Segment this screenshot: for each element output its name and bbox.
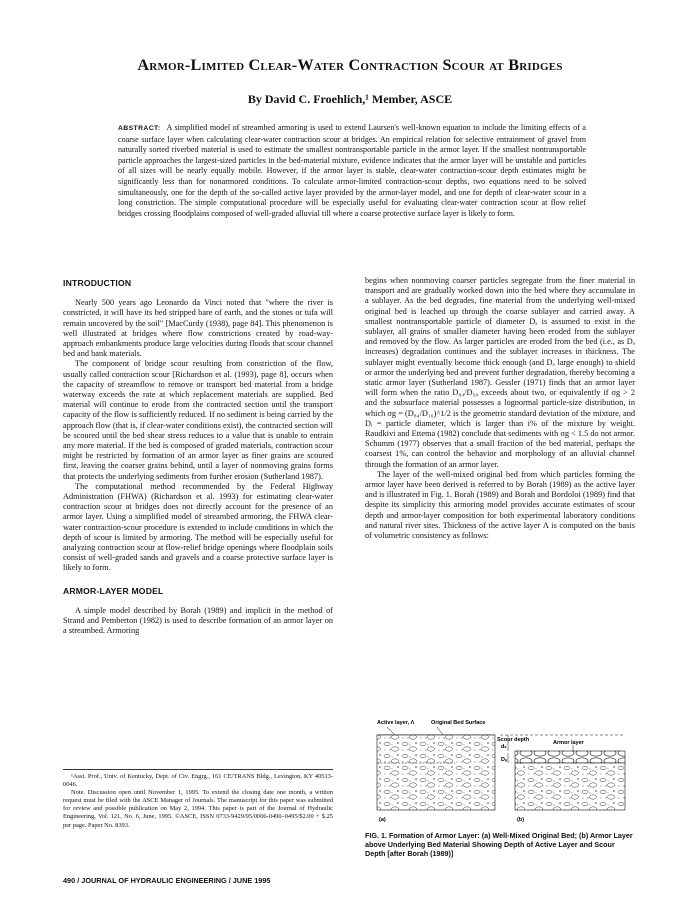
figure-panel-b [500, 735, 625, 810]
figure-label-a: (a) [379, 817, 386, 823]
figure-label-b: (b) [517, 817, 525, 823]
figure-label-ds: dₛ [501, 744, 507, 750]
paper-title: Armor-Limited Clear-Water Contraction Scour at Bridges [137, 56, 563, 74]
paragraph: The layer of the well-mixed original bed from which particles forming the armor layer have been derived is referred to by Borah (1989) as the active layer and is illustrated in Fig. 1. Borah (1989) and Borah and Bordoloi (1989) find that despite its simplicity this armoring model provides accurate estimates of scour depth and armor-layer composition for both experimental laboratory conditions and natural river sites. Thickness of the active layer Λ is computed on the basis of volumetric consistency as follows: [365, 469, 635, 541]
figure-label-da: Dₐ [501, 757, 508, 763]
paragraph: Nearly 500 years ago Leonardo da Vinci noted that "where the river is constricted, it will have its bed stripped bare of earth, and the stones or tufa will remain uncovered by the soil" [MacCurdy (1938), page 84]. This phenomenon is well illustrated at bridges where flow constrictions created by road-way-approach embankments produce large velocities during floods that scour channel bed and bank materials. [63, 298, 333, 359]
figure-caption: FIG. 1. Formation of Armor Layer: (a) Well-Mixed Original Bed; (b) Armor Layer above Underlying Bed Material Showing Depth of Active Layer and Scour Depth [after Borah (1989)] [365, 831, 633, 858]
author-line: By David C. Froehlich,¹ Member, ASCE [247, 92, 453, 106]
paragraph: A simple model described by Borah (1989) and implicit in the method of Strand and Pemberton (1982) is used to describe formation of an armor layer on a streambed. Armoring [63, 605, 333, 636]
paragraph: The computational method recommended by the Federal Highway Administration (FHWA) (Richardson et al. 1993) for estimating clear-water contraction scour at bridges does not directly account for the presence of an armor layer. Using a simplified model of streambed armoring, the FHWA clear-water contraction-scour procedure is extended to include conditions in which the depth of scour is limited by armoring. The method will be especially useful for analyzing contraction scour at flow-relief bridge openings where floodplain soils consist of well-graded sands and gravels and a coarse protective surface layer is likely to form. [63, 481, 333, 573]
footnote-affiliation: ¹Asst. Prof., Univ. of Kentucky, Dept. of Civ. Engrg., 161 CE/TRANS Bldg., Lexington, KY 40513-0046. [63, 773, 333, 789]
figure-label-original-bed: Original Bed Surface [431, 720, 486, 726]
figure-label-armor-layer: Armor layer [553, 740, 584, 746]
footnote-note: Note. Discussion open until November 1, 1995. To extend the closing date one month, a written request must be filed with the ASCE Manager of Journals. The manuscript for this paper was submitted for review and possible publication on May 2, 1994. This paper is part of the Journal of Hydraulic Engineering, Vol. 121, No. 6, June, 1995. ©ASCE, ISSN 0733-9429/95/0006-0490–0495/$2.00 + $.25 per page. Paper No. 8393. [63, 789, 333, 829]
abstract-label: ABSTRACT: [118, 125, 161, 132]
figure-armor-layer [365, 717, 635, 827]
right-column [365, 276, 635, 541]
paragraph: begins when nonmoving coarser particles segregate from the finer material in transport and are gradually worked down into the bed where they accumulate in a sublayer. As the bed degrades, fine material from the underlying well-mixed original bed is leached up through the coarse sublayer and carried away. A smallest nontransportable particle of diameter Dₐ is assumed to exist in the sublayer, all grains of smaller diameter having been eroded from the sublayer and removed by the flow. As larger particles are eroded from the bed (i.e., as Dₐ increases) degradation continues and the sublayer increases in thickness. The sublayer might eventually become thick enough (and Dₐ large enough) to shield or armor the underlying bed and prevent further degradation, thereby becoming a static armor layer (Sutherland 1987). Gessler (1971) finds that an armor layer will form when the ratio D₈₄/D₅₀ exceeds about two, or equivalently if σg > 2 and the subsurface material possesses a lognormal particle-size distribution, in which σg = (D₈₄/D₁₆)^1/2 is the geometric standard deviation of the mixture, and Dᵢ = particle diameter, which is larger than i% of the mixture by weight. Raudkivi and Ettema (1982) conclude that sediments with σg < 1.5 do not armor. Schumm (1977) observes that a small fraction of the bed material, perhaps the coarsest 1%, can control the behavior and morphology of an alluvial channel through the formation of an armor layer. [365, 276, 635, 469]
abstract-text: A simplified model of streambed armoring is used to extend Laursen's well-known equation to include the limiting effects of a coarse surface layer when calculating clear-water contraction scour at bridges. An empirical relation for selective entrainment of gravel from naturally sorted riverbed material is used to estimate the smallest nontransportable particle in the armor layer. If the smallest nontransportable particle approaches the largest-sized particles in the bed-material mixture, evidence indicates that the armor layer will be unstable and particles of all sizes will be nearly equally mobile. However, if the armor layer is stable, clear-water contraction-scour depth estimates might be significantly less than for nonarmored conditions. To calculate armor-limited contraction-scour depths, two equations need to be solved simultaneously, one for the depth of the so-called active layer provided by the armor-layer model, and one for depth of clear-water scour in a long constriction. The simple computational procedure will be especially useful for evaluating clear-water contraction scour at flow relief bridges crossing floodplains composed of well-graded alluvial till where a coarse protective surface layer is likely to form. [118, 123, 586, 218]
abstract [118, 123, 586, 219]
figure-panel-a [377, 727, 495, 810]
figure-label-scour-depth: Scour depth [497, 737, 530, 743]
section-heading-armor-layer-model: ARMOR-LAYER MODEL [63, 585, 164, 596]
page-footer: 490 / JOURNAL OF HYDRAULIC ENGINEERING / JUNE 1995 [63, 876, 271, 885]
figure-label-active-layer: Active layer, Λ [377, 720, 415, 726]
section-heading-introduction: INTRODUCTION [63, 278, 132, 288]
footnotes [63, 769, 333, 830]
paragraph: The component of bridge scour resulting from constriction of the flow, usually called contraction scour [Richardson et al. (1993), page 8], occurs when the capacity of streamflow to remove or transport bed material from a bridge waterway exceeds the rate at which replacement materials are supplied. Bed material will continue to erode from the contracted section until the transport capacity of the flow is sufficiently reduced. If no sediment is being carried by the approach flow (that is, if clear-water conditions exist), the contracted section will be scoured until the bed shear stress reduces to a value that is unable to entrain any more material. If the bed is composed of graded materials, contraction scour might be restricted by formation of an armor layer as finer grains are scoured first, leaving the coarser grains behind, until a layer of nonmoving grains forms that protects the underlying sediments from further erosion (Sutherland 1987). [63, 359, 333, 481]
left-column [63, 276, 333, 637]
